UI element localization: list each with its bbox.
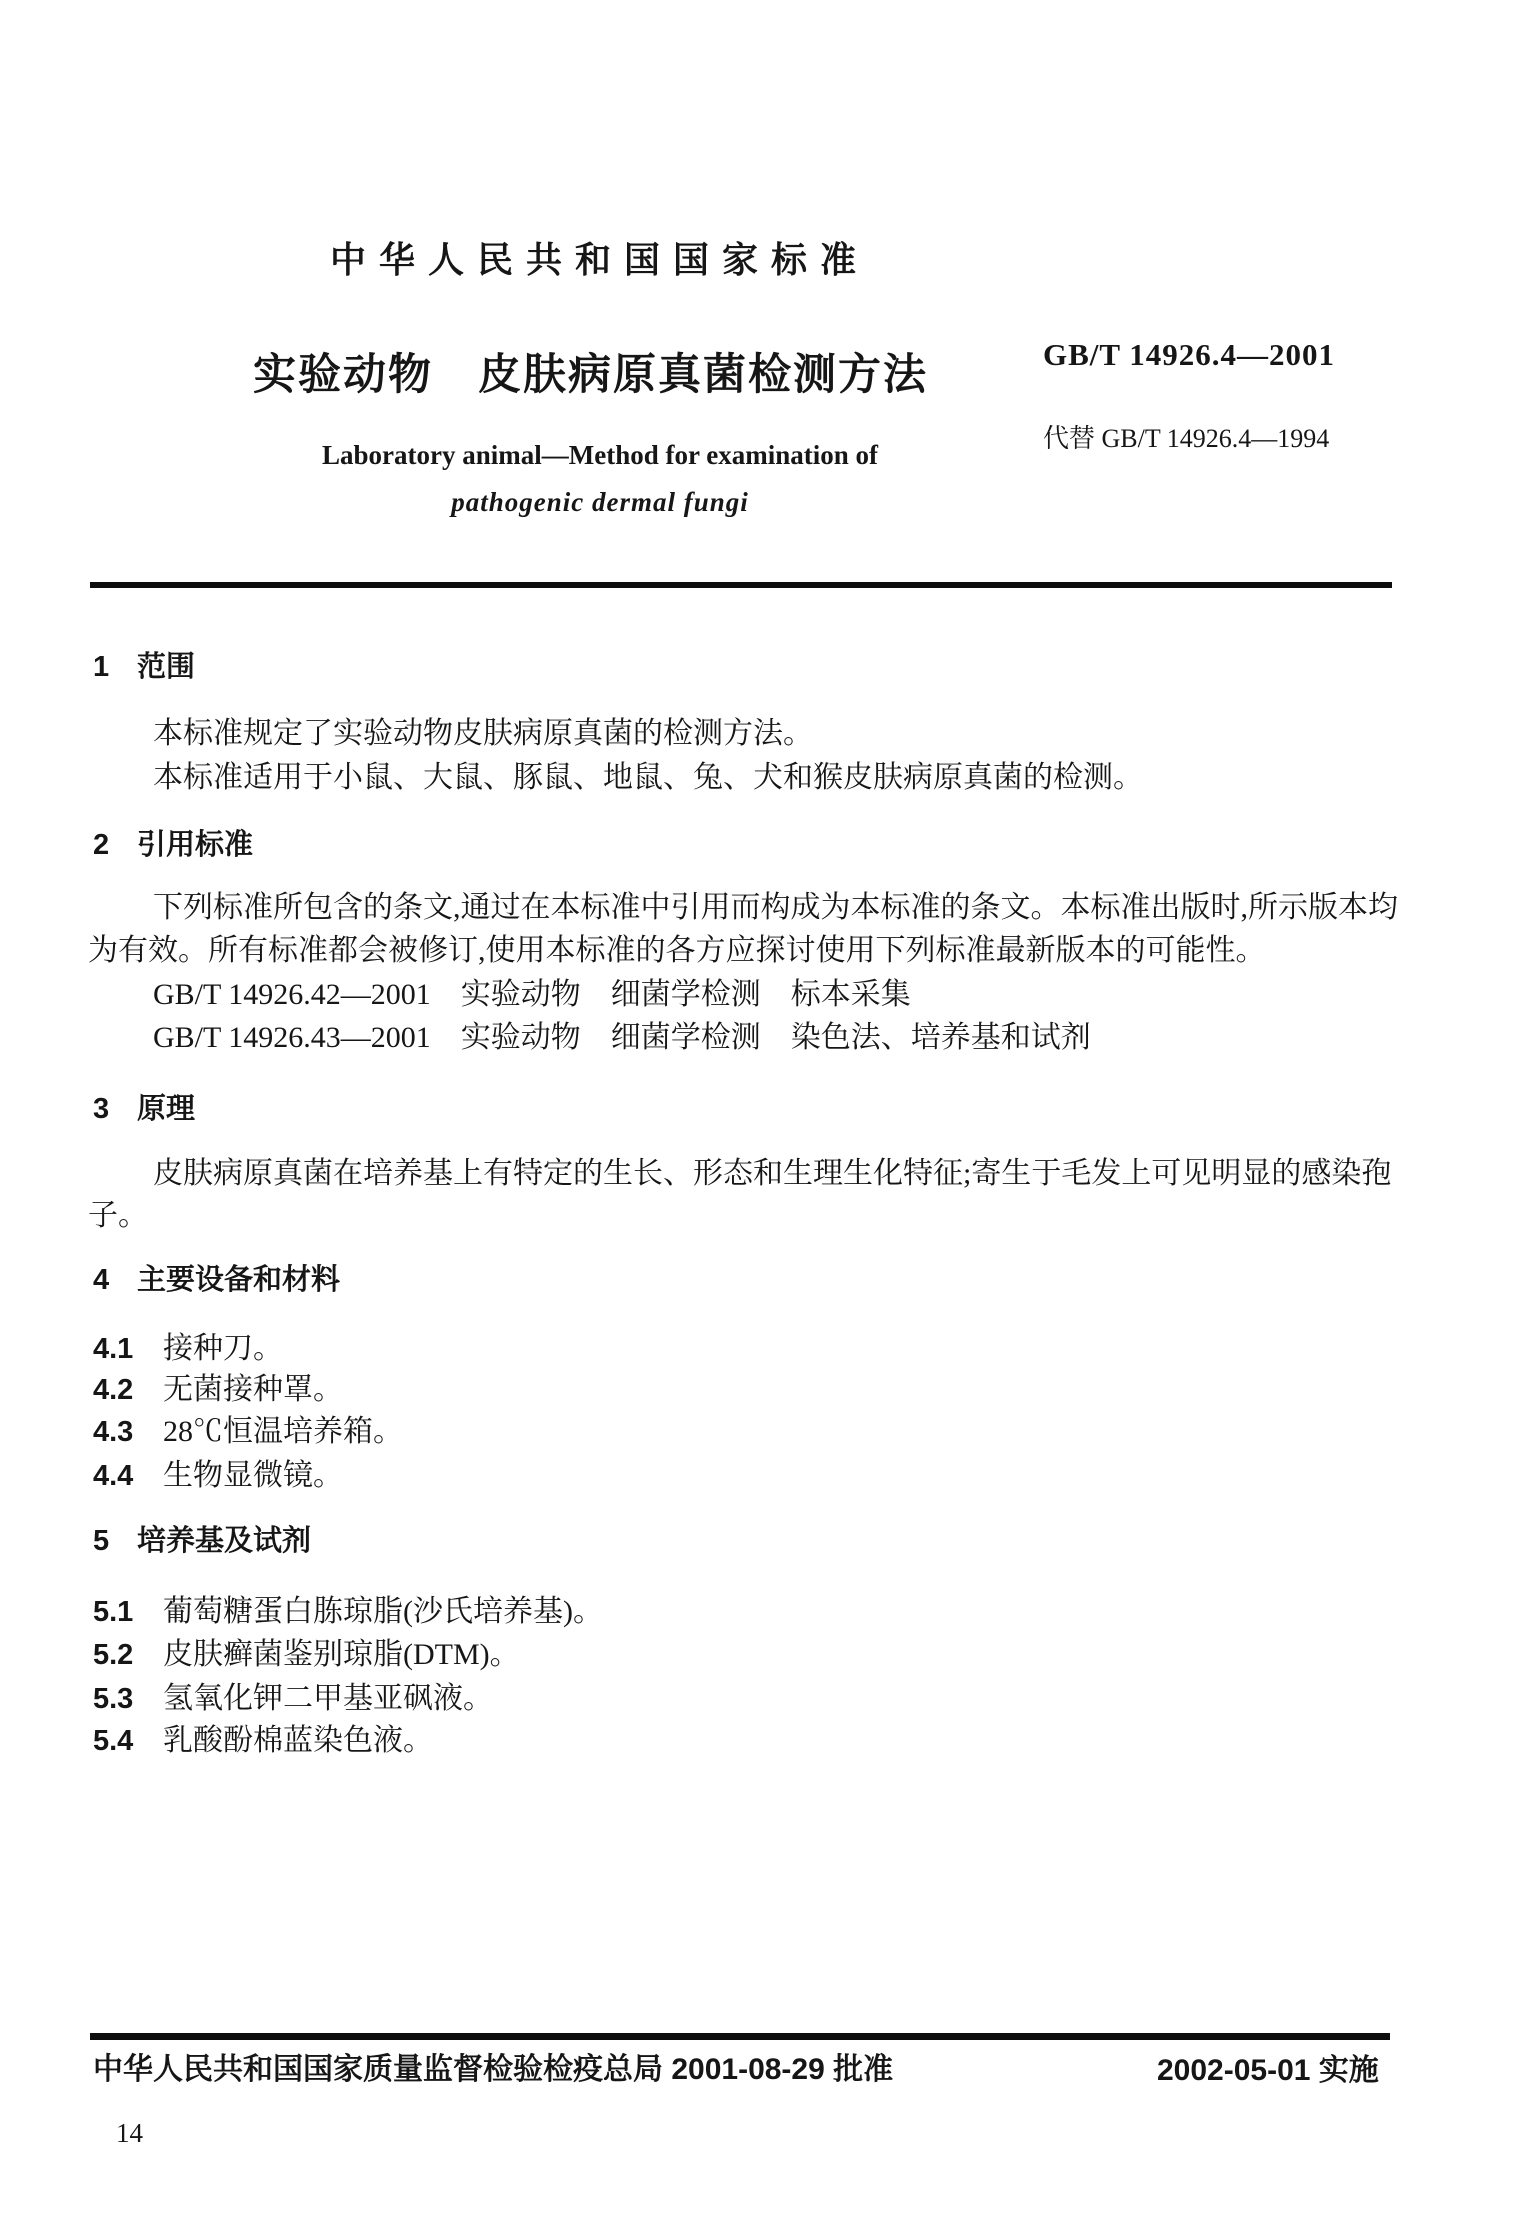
clause-text: 皮肤癣菌鉴别琼脂(DTM)。 bbox=[163, 1638, 520, 1671]
body-line: 下列标准所包含的条文,通过在本标准中引用而构成为本标准的条文。本标准出版时,所示版本均 bbox=[153, 891, 1398, 924]
section-number: 2 bbox=[93, 829, 110, 861]
section-number: 5 bbox=[93, 1525, 110, 1557]
clause-text: 乳酸酚棉蓝染色液。 bbox=[163, 1724, 433, 1757]
section-title: 原理 bbox=[137, 1093, 196, 1125]
clause-5-1 bbox=[93, 1594, 603, 1630]
footer-divider bbox=[90, 2033, 1390, 2040]
body-line: 本标准规定了实验动物皮肤病原真菌的检测方法。 bbox=[153, 717, 813, 750]
section-title: 引用标准 bbox=[137, 829, 254, 861]
clause-number: 4.1 bbox=[93, 1333, 134, 1365]
clause-number: 4.3 bbox=[93, 1416, 134, 1448]
clause-5-4 bbox=[93, 1723, 433, 1759]
clause-4-2 bbox=[93, 1372, 343, 1408]
clause-text: 接种刀。 bbox=[163, 1332, 283, 1365]
standard-title-en-line1: Laboratory animal—Method for examination of bbox=[322, 440, 878, 470]
section-heading-equipment bbox=[93, 1263, 340, 1298]
replaces-note: 代替 GB/T 14926.4—1994 bbox=[1043, 424, 1330, 453]
standard-number: GB/T 14926.4—2001 bbox=[1043, 337, 1336, 372]
clause-number: 5.3 bbox=[93, 1683, 134, 1715]
clause-number: 5.1 bbox=[93, 1596, 134, 1628]
clause-number: 4.2 bbox=[93, 1374, 134, 1406]
clause-text: 28℃恒温培养箱。 bbox=[163, 1415, 403, 1448]
clause-number: 5.2 bbox=[93, 1639, 134, 1671]
clause-5-3 bbox=[93, 1681, 493, 1717]
standard-category-label: 中华人民共和国国家标准 bbox=[330, 239, 870, 280]
section-number: 3 bbox=[93, 1093, 110, 1125]
standard-title-en-line2: pathogenic dermal fungi bbox=[451, 487, 749, 517]
standard-title-cn: 实验动物 皮肤病原真菌检测方法 bbox=[253, 351, 928, 399]
section-number: 1 bbox=[93, 651, 110, 683]
clause-4-4 bbox=[93, 1458, 343, 1494]
clause-number: 5.4 bbox=[93, 1725, 134, 1757]
body-line: 皮肤病原真菌在培养基上有特定的生长、形态和生理生化特征;寄生于毛发上可见明显的感染孢 bbox=[153, 1157, 1392, 1190]
approval-authority-and-date: 中华人民共和国国家质量监督检验检疫总局 2001-08-29 批准 bbox=[93, 2053, 894, 2086]
clause-4-3 bbox=[93, 1414, 403, 1450]
clause-5-2 bbox=[93, 1637, 520, 1673]
body-line: 本标准适用于小鼠、大鼠、豚鼠、地鼠、兔、犬和猴皮肤病原真菌的检测。 bbox=[153, 761, 1143, 794]
clause-text: 无菌接种罩。 bbox=[163, 1373, 343, 1406]
body-line: 子。 bbox=[88, 1199, 148, 1232]
implementation-date: 2002-05-01 实施 bbox=[1157, 2054, 1379, 2087]
section-heading-scope bbox=[93, 650, 195, 685]
clause-4-1 bbox=[93, 1331, 283, 1367]
clause-text: 葡萄糖蛋白胨琼脂(沙氏培养基)。 bbox=[163, 1595, 603, 1628]
section-title: 培养基及试剂 bbox=[137, 1525, 312, 1557]
section-number: 4 bbox=[93, 1264, 110, 1296]
section-heading-media-reagents bbox=[93, 1524, 311, 1559]
clause-text: 氢氧化钾二甲基亚砜液。 bbox=[163, 1682, 493, 1715]
section-title: 主要设备和材料 bbox=[137, 1264, 341, 1296]
section-heading-principle bbox=[93, 1092, 195, 1127]
section-title: 范围 bbox=[137, 651, 196, 683]
clause-text: 生物显微镜。 bbox=[163, 1459, 343, 1492]
referenced-standard: GB/T 14926.42—2001 实验动物 细菌学检测 标本采集 bbox=[153, 978, 911, 1011]
clause-number: 4.4 bbox=[93, 1460, 134, 1492]
masthead-divider bbox=[90, 582, 1392, 588]
page-number: 14 bbox=[116, 2118, 143, 2148]
body-line: 为有效。所有标准都会被修订,使用本标准的各方应探讨使用下列标准最新版本的可能性。 bbox=[88, 934, 1266, 967]
referenced-standard: GB/T 14926.43—2001 实验动物 细菌学检测 染色法、培养基和试剂 bbox=[153, 1021, 1091, 1054]
section-heading-references bbox=[93, 828, 253, 863]
